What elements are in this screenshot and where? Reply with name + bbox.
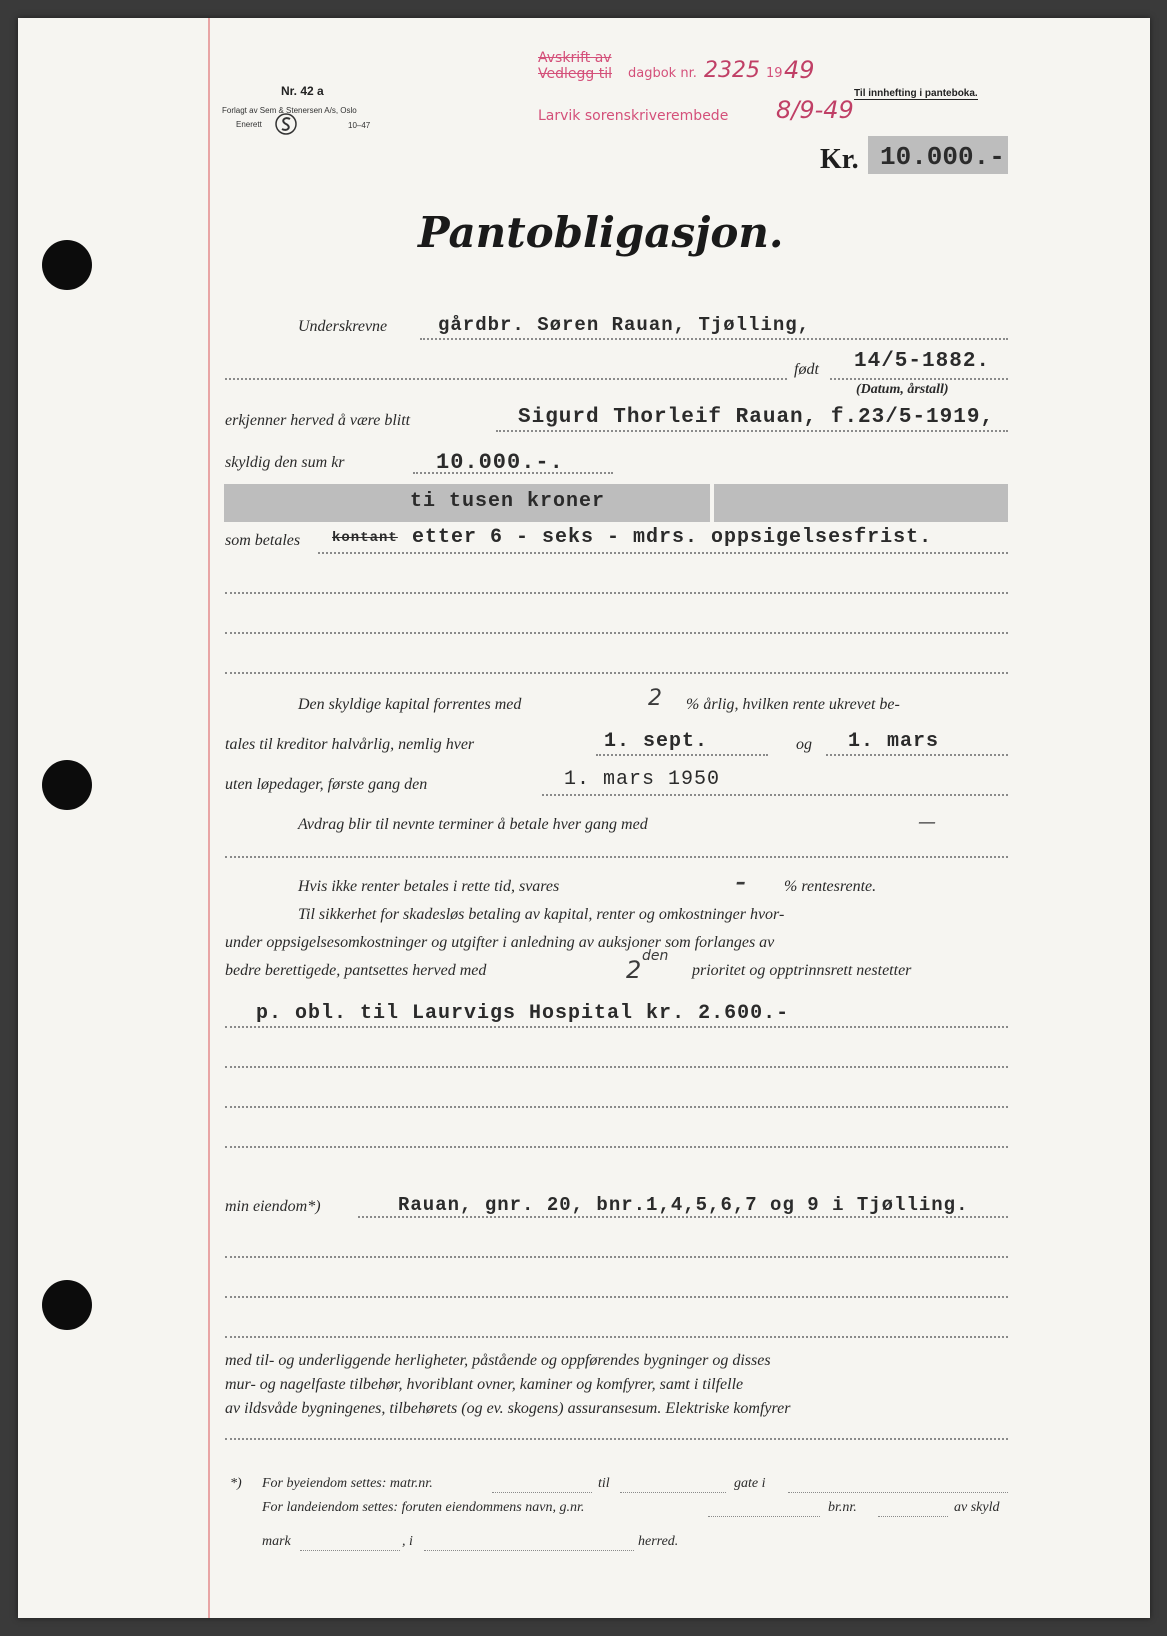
- dotted-line: [878, 1516, 948, 1517]
- punch-hole: [42, 760, 92, 810]
- form-number: Nr. 42 a: [281, 84, 324, 98]
- pay-to-label: tales til kreditor halvårlig, nemlig hver: [225, 736, 475, 753]
- sum-words: ti tusen kroner: [410, 490, 606, 513]
- kr-label: Kr.: [820, 144, 859, 175]
- interest-post: % årlig, hvilken rente ukrevet be-: [686, 696, 900, 713]
- penalty-pre: Hvis ikke renter betales i rette tid, svares: [298, 878, 560, 895]
- dotted-line: [225, 1106, 1008, 1108]
- undersigned-value: gårdbr. Søren Rauan, Tjølling,: [438, 314, 811, 336]
- creditor-value: Sigurd Thorleif Rauan, f.23/5-1919,: [518, 406, 995, 429]
- owing-label: skyldig den sum kr: [225, 454, 345, 471]
- publisher-code: 10–47: [348, 121, 371, 130]
- dotted-line: [225, 632, 1008, 634]
- born-hint: (Datum, årstall): [856, 382, 949, 397]
- dotted-line: [225, 1146, 1008, 1148]
- dotted-line: [420, 338, 1008, 340]
- acknowledge-label: erkjenner herved å være blitt: [225, 412, 411, 429]
- document-page: [18, 18, 1150, 1618]
- born-label: født: [794, 361, 819, 378]
- first-payment-label: uten løpedager, første gang den: [225, 776, 428, 793]
- prior-claim: p. obl. til Laurvigs Hospital kr. 2.600.-: [256, 1002, 790, 1025]
- dotted-line: [225, 1336, 1008, 1338]
- dotted-line: [225, 1026, 1008, 1028]
- footnote-rural-label: For landeiendom settes: foruten eiendommens navn, g.nr.: [262, 1500, 585, 1515]
- security-text-1: Til sikkerhet for skadesløs betaling av kapital, renter og omkostninger hvor-: [298, 906, 785, 923]
- dotted-line: [424, 1550, 634, 1551]
- stamp-date: 8/9-49: [776, 96, 854, 124]
- publisher-rights: Enerett: [236, 120, 262, 129]
- stamp-year-printed: 19: [766, 66, 783, 81]
- payment-value: etter 6 - seks - mdrs. oppsigelsesfrist.: [412, 526, 933, 549]
- penalty-value: –: [736, 870, 746, 894]
- punch-hole: [42, 1280, 92, 1330]
- security-text-2: under oppsigelsesomkostninger og utgifter i anledning av auksjoner som forlanges av: [225, 934, 775, 951]
- appurtenance-2: mur- og nagelfaste tilbehør, hvoriblant ovner, kaminer og komfyrer, samt i tilfelle: [225, 1376, 744, 1393]
- dotted-line: [542, 794, 1008, 796]
- stamp-dagbok-number: 2325: [704, 58, 760, 83]
- sum-words-box-extra: [714, 484, 1008, 522]
- dotted-line: [225, 672, 1008, 674]
- security-text-3: bedre berettigede, pantsettes herved med: [225, 962, 487, 979]
- dotted-line: [492, 1492, 592, 1493]
- footnote-mark-label: mark: [262, 1534, 291, 1549]
- first-payment-value: 1. mars 1950: [564, 768, 721, 791]
- dotted-line: [225, 1256, 1008, 1258]
- dotted-line: [225, 1438, 1008, 1440]
- stamp-year-written: 49: [784, 56, 815, 84]
- installment-value: —: [918, 812, 936, 833]
- footnote-city-label: For byeiendom settes: matr.nr.: [262, 1476, 433, 1491]
- appurtenance-1: med til- og underliggende herligheter, påstående og oppførendes bygninger og disses: [225, 1352, 771, 1369]
- dotted-line: [300, 1550, 400, 1551]
- footnote-herred: herred.: [638, 1534, 679, 1549]
- footnote-city-til: til: [598, 1476, 610, 1491]
- property-label: min eiendom*): [225, 1198, 321, 1215]
- payment-label: som betales: [225, 532, 301, 549]
- publisher-logo-icon: [274, 112, 298, 136]
- dotted-line: [830, 378, 1008, 380]
- dotted-line: [225, 1066, 1008, 1068]
- dotted-line: [788, 1492, 1008, 1493]
- security-text-3-post: prioritet og opptrinnsrett nestetter: [692, 962, 912, 979]
- dotted-line: [225, 592, 1008, 594]
- dotted-line: [496, 430, 1008, 432]
- dotted-line: [708, 1516, 820, 1517]
- punch-hole: [42, 240, 92, 290]
- dotted-line: [826, 754, 1008, 756]
- priority-value: 2: [626, 956, 642, 984]
- and-label: og: [796, 736, 812, 753]
- payment-struck: kontant: [332, 530, 398, 546]
- dotted-line: [225, 1296, 1008, 1298]
- dotted-line: [596, 754, 768, 756]
- appurtenance-3: av ildsvåde bygningenes, tilbehørets (og ev. skogens) assuransesum. Elektriske komfyrer: [225, 1400, 791, 1417]
- stamp-office: Larvik sorenskriverembede: [538, 108, 729, 124]
- property-value: Rauan, gnr. 20, bnr.1,4,5,6,7 og 9 i Tjølling.: [398, 1194, 969, 1216]
- publisher-line: Forlagt av Sem & Stenersen A/s, Oslo: [222, 106, 357, 115]
- interest-pre: Den skyldige kapital forrentes med: [298, 696, 522, 713]
- footnote-rural-skyld: av skyld: [954, 1500, 1000, 1515]
- dotted-line: [620, 1492, 726, 1493]
- interest-date-1: 1. sept.: [604, 730, 709, 753]
- stamp-dagbok-label: dagbok nr.: [628, 66, 697, 81]
- footnote-mark-i: , i: [402, 1534, 413, 1549]
- margin-rule: [208, 18, 210, 1618]
- dotted-line: [358, 1216, 1008, 1218]
- binding-note: Til innhefting i panteboka.: [854, 88, 978, 99]
- dotted-line: [225, 378, 787, 380]
- amount-header: 10.000.-: [880, 142, 1005, 172]
- undersigned-label: Underskrevne: [298, 318, 388, 335]
- dotted-line: [318, 552, 1008, 554]
- born-value: 14/5-1882.: [854, 350, 991, 373]
- penalty-post: % rentesrente.: [784, 878, 877, 895]
- interest-value: 2: [648, 686, 662, 711]
- dotted-line: [225, 856, 1008, 858]
- interest-date-2: 1. mars: [848, 730, 940, 753]
- footnote-star: *): [230, 1476, 242, 1491]
- document-title: Pantobligasjon.: [418, 208, 784, 257]
- sum-value: 10.000.-.: [436, 450, 564, 475]
- stamp-line-2: Vedlegg til: [538, 66, 612, 82]
- priority-suffix: den: [642, 948, 669, 964]
- installment-label: Avdrag blir til nevnte terminer å betale hver gang med: [298, 816, 648, 833]
- stamp-line-1: Avskrift av: [538, 50, 612, 66]
- footnote-city-gate: gate i: [734, 1476, 766, 1491]
- footnote-rural-br: br.nr.: [828, 1500, 857, 1515]
